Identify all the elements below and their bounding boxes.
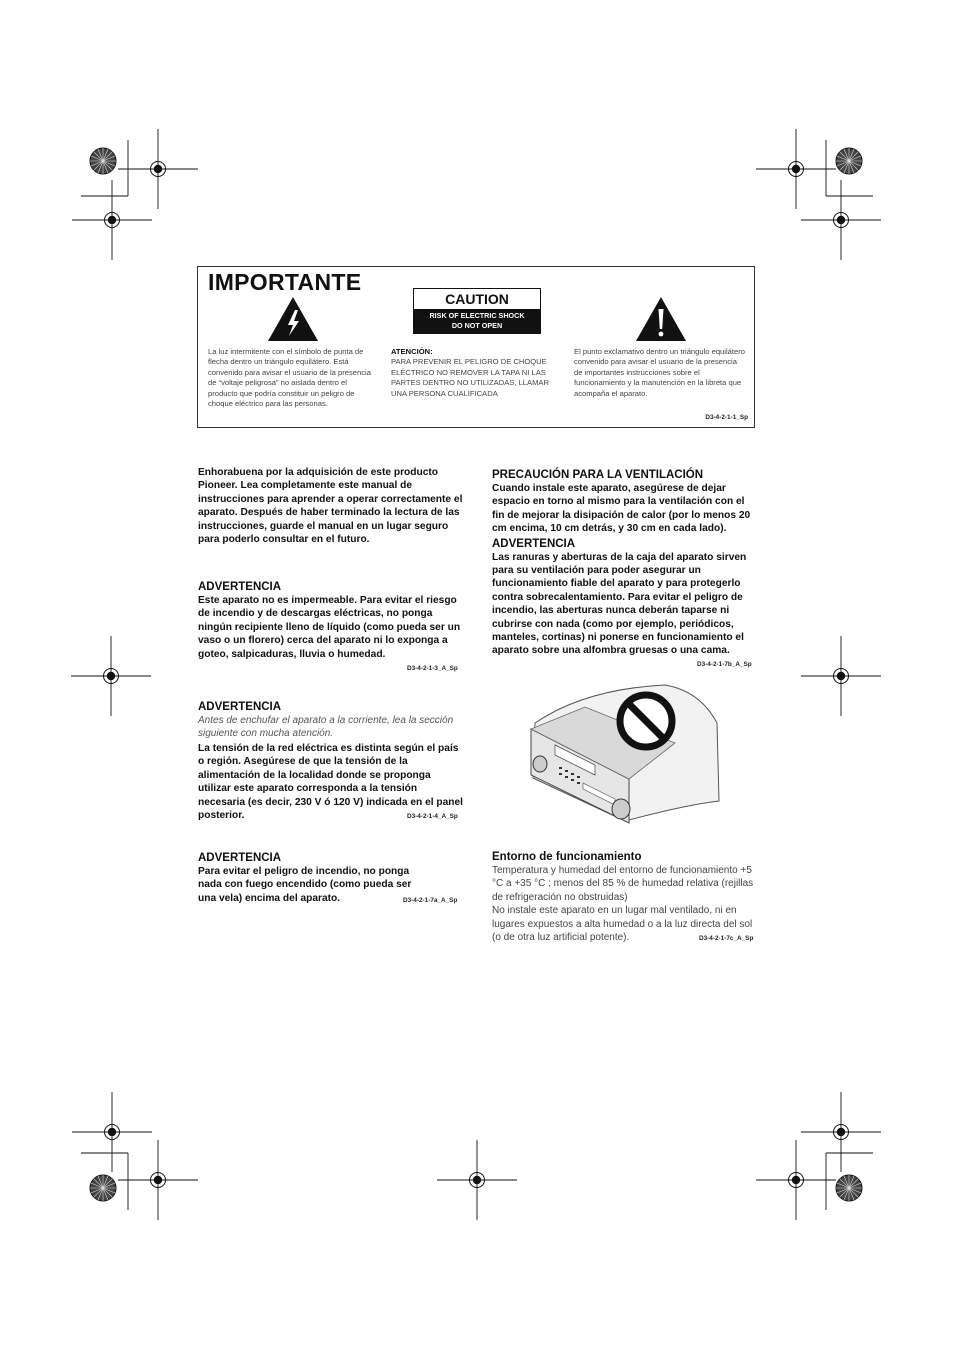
environment-section — [492, 850, 758, 944]
environment-code: D3-4-2-1-7c_A_Sp — [699, 935, 754, 942]
covered-receiver-illustration — [525, 683, 725, 828]
attention-text: PARA PREVENIR EL PELIGRO DE CHOQUE ELÉCTRICO NO REMOVER LA TAPA NI LAS PARTES DENTRO NO UTILIZADAS, LLAMAR UNA PERSONA CUALIFICADA — [391, 357, 549, 398]
warning-voltage-section — [198, 700, 464, 822]
warning-water-section — [198, 580, 464, 661]
important-warning-box — [197, 266, 755, 428]
ventilation-warning-heading: ADVERTENCIA — [492, 537, 576, 550]
environment-text-1: Temperatura y humedad del entorno de funcionamiento +5 °C a +35 °C ; menos del 85 % de humedad relativa (rejillas de refrigeración no obstruidas) — [492, 865, 754, 903]
warning-voltage-heading: ADVERTENCIA — [198, 701, 282, 713]
caution-label — [413, 288, 541, 334]
ventilation-heading: PRECAUCIÓN PARA LA VENTILACIÓN — [492, 469, 704, 481]
important-title: IMPORTANTE — [208, 269, 362, 295]
warning-fire-heading: ADVERTENCIA — [198, 852, 282, 864]
warning-water-heading: ADVERTENCIA — [198, 581, 282, 593]
warning-voltage-text: La tensión de la red eléctrica es distinta según el país o región. Asegúrese de que la tensión de la alimentación de la localidad donde se proponga utilizar este aparato corresponda a la tensión necesaria (es decir, 230 V ó 120 V) indicada en el panel posterior. — [198, 743, 464, 822]
warning-voltage-code: D3-4-2-1-4_A_Sp — [407, 813, 458, 820]
ventilation-section — [492, 468, 758, 658]
warning-box-code: D3-4-2-1-1_Sp — [705, 414, 748, 421]
lightning-warning-icon — [267, 296, 319, 342]
caution-line-2: DO NOT OPEN — [451, 321, 503, 330]
warning-fire-text: Para evitar el peligro de incendio, no ponga nada con fuego encendido (como pueda ser una vela) encima del aparato. — [198, 866, 412, 904]
lightning-description: La luz intermitente con el símbolo de punta de flecha dentro un triángulo equilátero. Está convenido para avisar el usuario de la presencia de “voltaje peligrosa” no aislada dentro el producto que podría constituir un peligro de choque eléctrico para las personas. — [208, 347, 371, 409]
caution-title: CAUTION — [445, 291, 509, 307]
exclamation-description: El punto exclamativo dentro un triángulo equilátero convenido para avisar el usuario de la presencia de importantes instrucciones sobre el funcionamiento y la manutención en la libreta que acompaña el aparato. — [574, 347, 745, 398]
ventilation-text: Cuando instale este aparato, asegúrese de dejar espacio en torno al mismo para la ventilación con el fin de mejorar la disipación de calor (por lo menos 20 cm encima, 10 cm detrás, y 30 cm en cada lado). — [492, 483, 751, 535]
ventilation-warning-code: D3-4-2-1-7b_A_Sp — [697, 661, 752, 668]
left-column — [198, 466, 464, 546]
caution-line-1: RISK OF ELECTRIC SHOCK — [429, 311, 525, 320]
attention-label: ATENCIÓN: — [391, 347, 433, 356]
attention-block — [391, 347, 563, 399]
environment-heading: Entorno de funcionamiento — [492, 851, 642, 863]
exclamation-warning-icon — [635, 296, 687, 342]
intro-paragraph: Enhorabuena por la adquisición de este producto Pioneer. Lea completamente este manual de instrucciones para aprender a operar correctamente el aparato. Después de haber terminado la lectura de las instrucciones, guarde el manual en un lugar seguro para poderlo consultar en el futuro. — [198, 467, 463, 546]
warning-water-code: D3-4-2-1-3_A_Sp — [407, 665, 458, 672]
warning-fire-code: D3-4-2-1-7a_A_Sp — [403, 897, 458, 904]
warning-water-text: Este aparato no es impermeable. Para evitar el riesgo de incendio y de descargas eléctricas, no ponga ningún recipiente lleno de líquido (como pueda ser un vaso o un florero) cerca del aparato ni lo exponga a goteo, salpicaduras, lluvia o humedad. — [198, 595, 461, 660]
ventilation-warning-text: Las ranuras y aberturas de la caja del aparato sirven para su ventilación para poder asegurar un funcionamiento fiable del aparato y para protegerlo contra sobrecalentamiento. Para evitar el peligro de incendio, las aberturas nunca deberán taparse ni cubrirse con nada (como por ejemplo, periódicos, manteles, cortinas) ni ponerse en funcionamiento el aparato sobre una alfombra gruesas o una cama. — [492, 551, 747, 657]
environment-text-2: No instale este aparato en un lugar mal ventilado, ni en lugares expuestos a alta humedad o a la luz directa del sol (o de otra luz artificial potente). — [492, 905, 753, 944]
warning-voltage-italic: Antes de enchufar el aparato a la corriente, lea la sección siguiente con mucha atención. — [198, 715, 454, 739]
